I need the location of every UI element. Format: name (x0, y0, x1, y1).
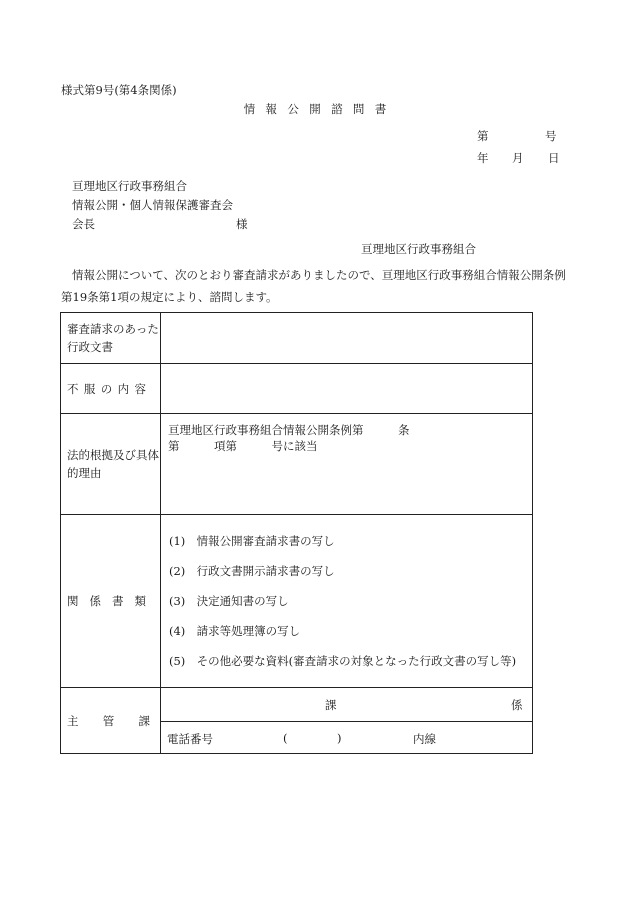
page-title: 情報公開諮問書 (243, 102, 397, 116)
list-item: (4) 請求等処理簿の写し (169, 624, 301, 638)
label-char: 不 (67, 381, 79, 396)
number-suffix: 号 (545, 129, 557, 143)
section-ka: 課 (325, 698, 337, 712)
related-documents-label (61, 515, 161, 688)
table-row (61, 313, 533, 364)
body-text-line2: 第19条第1項の規定により、諮問します。 (61, 290, 278, 304)
label-char: 主 (67, 713, 79, 728)
legal-basis-line2: 第 項第 号に該当 (168, 439, 318, 453)
requested-document-field[interactable] (161, 313, 533, 364)
table-row (61, 688, 533, 722)
number-prefix: 第 (477, 129, 489, 143)
label-char: の (100, 381, 113, 396)
list-item: (5) その他必要な資料(審査請求の対象となった行政文書の写し等) (169, 654, 517, 668)
requested-document-label: 審査請求のあった行政文書 (61, 313, 161, 364)
list-item: (2) 行政文書開示請求書の写し (169, 564, 335, 578)
phone-label: 電話番号 (167, 732, 213, 746)
body-text-line1: 情報公開について、次のとおり審査請求がありましたので、亘理地区行政事務組合情報公開条例 (72, 268, 566, 282)
list-item: (1) 情報公開審査請求書の写し (169, 534, 335, 548)
label-char: 内 (117, 381, 130, 396)
label-char: 管 (102, 713, 115, 728)
label-char: 容 (134, 381, 146, 396)
legal-basis-label: 法的根拠及び具体的理由 (61, 414, 161, 515)
day-label: 日 (548, 151, 560, 165)
table-row (61, 364, 533, 414)
addressee-honorific: 様 (236, 217, 248, 231)
section-field[interactable] (161, 688, 533, 722)
table-row (61, 515, 533, 688)
paren-close: ) (337, 731, 342, 745)
addressee-title: 会長 (72, 217, 95, 231)
label-char: 書 (112, 594, 124, 608)
year-label: 年 (477, 151, 489, 165)
month-label: 月 (512, 151, 524, 165)
addressee-committee: 情報公開・個人情報保護審査会 (72, 198, 233, 212)
responsible-section-label (61, 688, 161, 754)
label-char: 関 (67, 594, 79, 608)
objection-content-field[interactable] (161, 364, 533, 414)
paren-open: ( (283, 731, 288, 745)
form-number: 様式第9号(第4条関係) (61, 83, 177, 97)
label-char: 類 (134, 594, 146, 608)
label-char: 課 (138, 713, 150, 728)
list-item: (3) 決定通知書の写し (169, 594, 289, 608)
table-row (61, 414, 533, 515)
objection-content-label (61, 364, 161, 414)
sender-org: 亘理地区行政事務組合 (361, 242, 476, 256)
section-kakari: 係 (511, 698, 523, 712)
legal-basis-field[interactable] (161, 414, 533, 515)
inquiry-table (60, 312, 533, 754)
related-documents-list (161, 515, 533, 688)
legal-basis-line1: 亘理地区行政事務組合情報公開条例第 条 (168, 423, 410, 437)
label-char: 係 (89, 594, 101, 608)
extension-label: 内線 (413, 732, 436, 746)
phone-field[interactable] (161, 722, 533, 754)
label-char: 服 (83, 381, 96, 396)
addressee-org: 亘理地区行政事務組合 (72, 179, 187, 193)
